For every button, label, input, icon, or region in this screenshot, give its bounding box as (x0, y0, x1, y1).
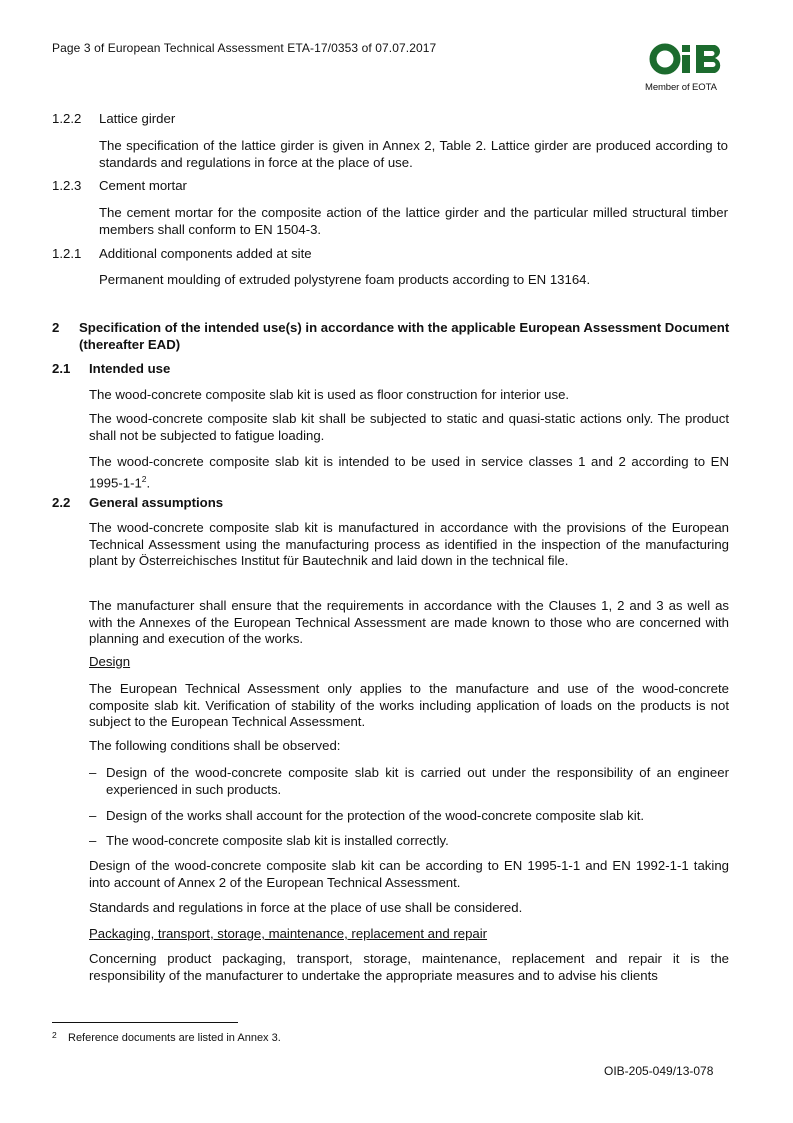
paragraph-text: The wood-concrete composite slab kit is intended to be used in service classes 1 and 2 according to EN 1995-1-1 (89, 454, 729, 490)
section-title: Cement mortar (99, 178, 187, 193)
section-number: 2.2 (52, 495, 71, 510)
paragraph: The wood-concrete composite slab kit shall be subjected to static and quasi-static actions only. The product shall not be subjected to fatigue loading. (89, 411, 729, 443)
section-title: Intended use (89, 361, 171, 376)
paragraph: Standards and regulations in force at the place of use shall be considered. (89, 900, 523, 915)
document-code: OIB-205-049/13-078 (604, 1064, 714, 1078)
section-number: 1.2.3 (52, 178, 82, 193)
paragraph: Permanent moulding of extruded polystyrene foam products according to EN 13164. (99, 272, 591, 287)
bullet-mark: – (89, 765, 97, 780)
bullet-mark: – (89, 808, 97, 823)
paragraph (89, 454, 729, 491)
section-number: 2.1 (52, 361, 71, 376)
footnote-number: 2 (52, 1030, 57, 1040)
paragraph: Concerning product packaging, transport, storage, maintenance, replacement and repair it is the responsibility of the manufacturer to undertake the appropriate measures and to advise his clients (89, 951, 729, 983)
section-title: Additional components added at site (99, 246, 312, 261)
subheading-design: Design (89, 654, 131, 669)
section-number: 1.2.2 (52, 111, 82, 126)
section-heading: Specification of the intended use(s) in accordance with the applicable European Assessment Document (thereafter EAD) (79, 320, 730, 352)
paragraph: Design of the wood-concrete composite slab kit can be according to EN 1995-1-1 and EN 1992-1-1 taking into account of Annex 2 of the European Technical Assessment. (89, 858, 729, 890)
oib-logo-mark (645, 42, 735, 82)
oib-logo (645, 42, 735, 94)
page-header: Page 3 of European Technical Assessment ETA-17/0353 of 07.07.2017 (52, 41, 437, 55)
logo-subtitle: Member of EOTA (645, 82, 717, 93)
footnote-text: Reference documents are listed in Annex 3. (68, 1032, 281, 1044)
subheading-packaging: Packaging, transport, storage, maintenance, replacement and repair (89, 926, 488, 941)
list-item: Design of the works shall account for the protection of the wood-concrete composite slab kit. (106, 808, 645, 823)
section-number: 1.2.1 (52, 246, 82, 261)
paragraph: The specification of the lattice girder is given in Annex 2, Table 2. Lattice girder are produced according to standards and regulations in force at the place of use. (99, 138, 728, 170)
paragraph-end: . (146, 474, 151, 490)
paragraph: The wood-concrete composite slab kit is used as floor construction for interior use. (89, 387, 570, 402)
footnote-divider (52, 1022, 238, 1023)
paragraph: The cement mortar for the composite action of the lattice girder and the particular milled structural timber members shall conform to EN 1504-3. (99, 205, 728, 237)
bullet-mark: – (89, 833, 97, 848)
paragraph: The following conditions shall be observed: (89, 738, 341, 753)
paragraph: The manufacturer shall ensure that the requirements in accordance with the Clauses 1, 2 and 3 as well as with the Annexes of the European Technical Assessment are made known to those who are concerned with planning and execution of the works. (89, 598, 729, 646)
list-item: The wood-concrete composite slab kit is installed correctly. (106, 833, 449, 848)
list-item: Design of the wood-concrete composite slab kit is carried out under the responsibility of an engineer experienced in such products. (106, 765, 729, 797)
paragraph: The wood-concrete composite slab kit is manufactured in accordance with the provisions of the European Technical Assessment using the manufacturing process as identified in the inspection of the manufacturing plant by Österreichisches Institut für Bautechnik and laid down in the technical file. (89, 520, 729, 568)
paragraph: The European Technical Assessment only applies to the manufacture and use of the wood-concrete composite slab kit. Verification of stability of the works including application of loads on the products is not subject to the European Technical Assessment. (89, 681, 729, 729)
footnote-ref: 2 (141, 473, 147, 484)
section-title: Lattice girder (99, 111, 176, 126)
section-title: General assumptions (89, 495, 224, 510)
section-number: 2 (52, 320, 60, 335)
